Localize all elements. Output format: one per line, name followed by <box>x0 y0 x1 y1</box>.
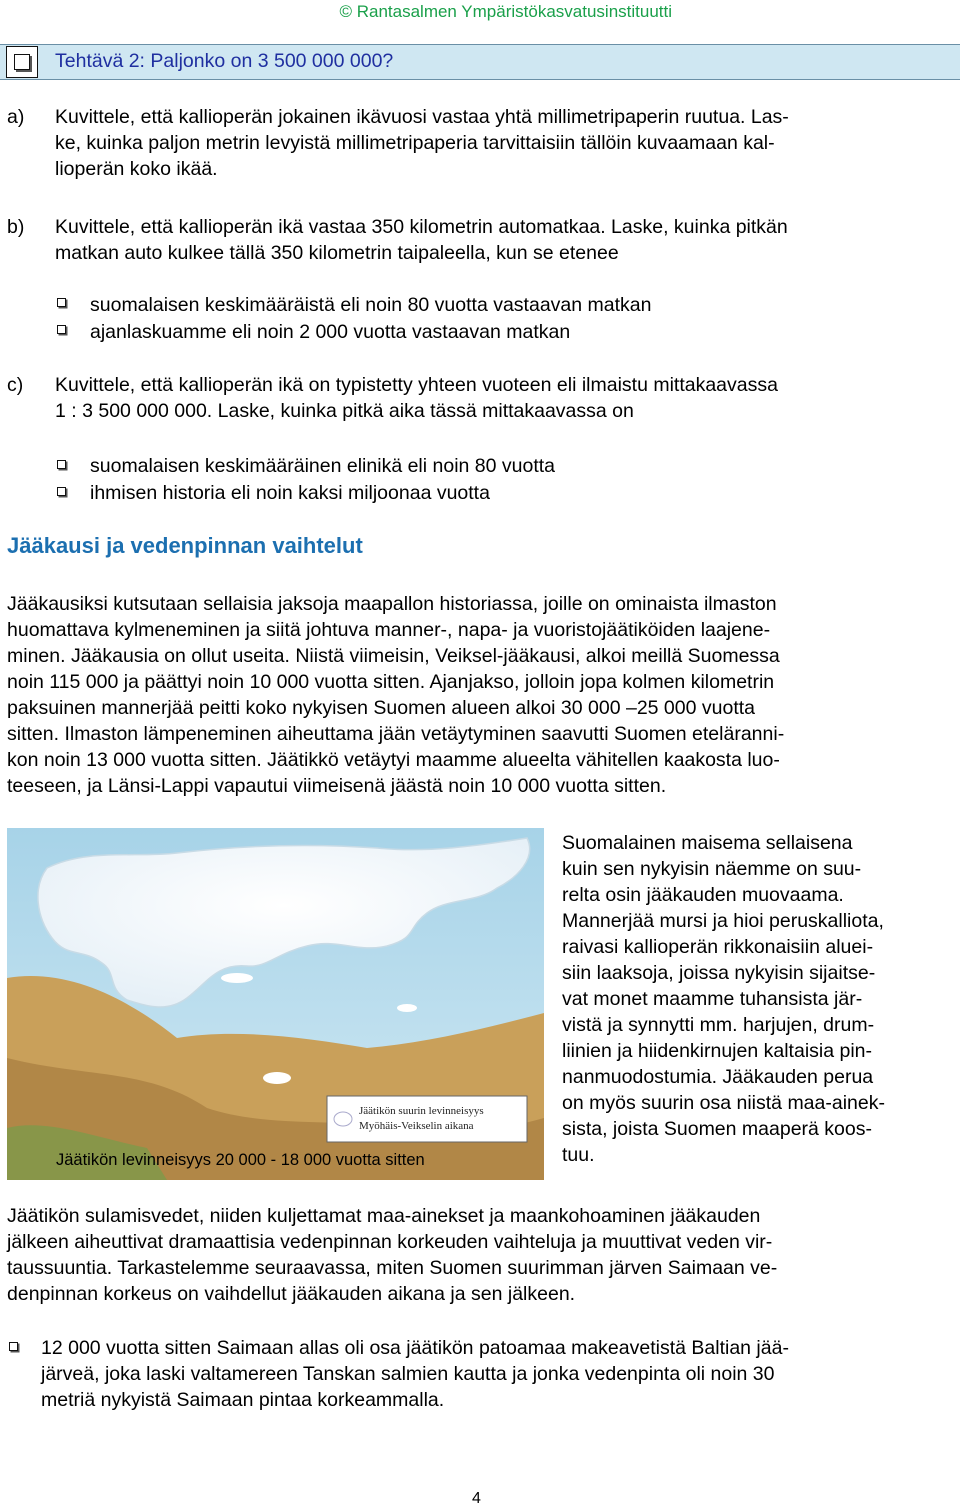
text-line: nanmuodostumia. Jääkauden perua <box>562 1066 874 1088</box>
item-c-label: c) <box>7 374 24 396</box>
bullet-icon <box>57 325 66 334</box>
text-line: denpinnan korkeus on vaihdellut jääkauden aikana ja sen jälkeen. <box>7 1283 576 1305</box>
text-line: teeseen, ja Länsi-Lappi vapautui viimeisenä jäästä noin 10 000 vuotta sitten. <box>7 775 667 797</box>
text-line: kon noin 13 000 vuotta sitten. Jäätikkö vetäytyi maamme alueelta vähitellen kaakosta luo- <box>7 749 780 771</box>
text-line: paksuinen mannerjää peitti koko nykyisen Suomen alueen alkoi 30 000 –25 000 vuotta <box>7 697 756 719</box>
text-line: noin 115 000 ja päättyi noin 10 000 vuotta sitten. Ajanjakso, jolloin jopa kolmen kilometrin <box>7 671 775 693</box>
item-b-label: b) <box>7 216 25 238</box>
text-line: kuin sen nykyisin näemme on suu- <box>562 858 862 880</box>
bullet-icon <box>57 460 66 469</box>
text-line: on myös suurin osa niistä maa-ainek- <box>562 1092 885 1114</box>
map-caption: Jäätikön levinneisyys 20 000 - 18 000 vuotta sitten <box>56 1151 425 1169</box>
paragraph-1 <box>7 591 952 799</box>
legend-line-2: Myöhäis-Veikselin aikana <box>359 1120 474 1132</box>
item-b-text <box>55 214 945 266</box>
text-line: Kuvittele, että kallioperän ikä vastaa 350 kilometrin automatkaa. Laske, kuinka pitkän <box>55 216 788 238</box>
section-heading: Jääkausi ja vedenpinnan vaihtelut <box>7 533 363 558</box>
text-line: sitten. Ilmaston lämpeneminen aiheuttama jään vetäytyminen saavutti Suomen eteläranni- <box>7 723 785 745</box>
checkbox-icon <box>6 46 38 78</box>
text-line: järveä, joka laski valtamereen Tanskan salmien kautta ja jonka vedenpinta oli noin 30 <box>41 1363 775 1385</box>
item-b-bullet-2: ajanlaskuamme eli noin 2 000 vuotta vastaavan matkan <box>90 321 571 343</box>
paragraph-2 <box>7 1203 952 1307</box>
text-line: Kuvittele, että kallioperän ikä on typistetty yhteen vuoteen eli ilmaistu mittakaavassa <box>55 374 778 396</box>
bullet-icon <box>9 1342 18 1351</box>
legend-ice-icon <box>334 1112 352 1126</box>
text-line: metriä nykyistä Saimaan pintaa korkeammalla. <box>41 1389 445 1411</box>
legend-line-1: Jäätikön suurin levinneisyys <box>359 1105 484 1117</box>
final-bullet-text <box>41 1335 951 1413</box>
text-line: tuu. <box>562 1144 595 1166</box>
ice-patch <box>221 973 253 983</box>
text-line: lioperän koko ikää. <box>55 158 218 180</box>
item-c-bullet-2: ihmisen historia eli noin kaksi miljoonaa vuotta <box>90 482 490 504</box>
item-a-text <box>55 104 945 182</box>
map-legend <box>327 1096 527 1142</box>
text-line: relta osin jääkauden muovaama. <box>562 884 844 906</box>
text-line: siin laaksoja, joissa nykyisin sijaitse- <box>562 962 876 984</box>
page-number: 4 <box>472 1490 481 1507</box>
bullet-icon <box>57 487 66 496</box>
text-line: Kuvittele, että kallioperän jokainen ikävuosi vastaa yhtä millimetripaperin ruutua. Las- <box>55 106 789 128</box>
text-line: vat monet maamme tuhansista jär- <box>562 988 863 1010</box>
text-line: matkan auto kulkee tällä 350 kilometrin taipaleella, kun se etenee <box>55 242 619 264</box>
bullet-icon <box>57 298 66 307</box>
item-a-label: a) <box>7 106 25 128</box>
ice-patch <box>263 1072 291 1084</box>
text-line: Jäätikön sulamisvedet, niiden kuljettamat maa-ainekset ja maankohoaminen jääkauden <box>7 1205 761 1227</box>
text-line: jälkeen aiheuttivat dramaattisia vedenpinnan korkeuden vaihteluja ja muuttivat veden vir- <box>7 1231 773 1253</box>
text-line: sista, joista Suomen maaperä koos- <box>562 1118 872 1140</box>
text-line: Jääkausiksi kutsutaan sellaisia jaksoja maapallon historiassa, joille on ominaista ilmaston <box>7 593 777 615</box>
text-line: minen. Jääkausia on ollut useita. Niistä viimeisin, Veiksel-jääkausi, alkoi meillä Suomessa <box>7 645 780 667</box>
text-line: vistä ja synnytti mm. harjujen, drum- <box>562 1014 875 1036</box>
text-line: Suomalainen maisema sellaisena <box>562 832 853 854</box>
item-b-bullet-1: suomalaisen keskimääräistä eli noin 80 vuotta vastaavan matkan <box>90 294 652 316</box>
text-line: huomattava kylmeneminen ja siitä johtuva manner-, napa- ja vuoristojäätiköiden laajene- <box>7 619 771 641</box>
text-line: taussuuntia. Tarkastelemme seuraavassa, miten Suomen suurimman järven Saimaan ve- <box>7 1257 778 1279</box>
text-line: Mannerjää mursi ja hioi peruskalliota, <box>562 910 884 932</box>
text-line: ke, kuinka paljon metrin levyistä millimetripaperia tarvittaisiin tällöin kuvaamaan kal- <box>55 132 775 154</box>
ice-sheet-map <box>7 828 544 1180</box>
copyright-header: © Rantasalmen Ympäristökasvatusinstituutti <box>339 2 672 21</box>
text-line: 12 000 vuotta sitten Saimaan allas oli osa jäätikön patoamaa makeavetistä Baltian jää- <box>41 1337 789 1359</box>
side-paragraph <box>562 830 950 1168</box>
item-c-bullet-1: suomalaisen keskimääräinen elinikä eli noin 80 vuotta <box>90 455 556 477</box>
ice-patch <box>397 1004 417 1012</box>
task-title: Tehtävä 2: Paljonko on 3 500 000 000? <box>55 50 394 72</box>
text-line: liinien ja hiidenkirnujen kaltaisia pin- <box>562 1040 873 1062</box>
text-line: 1 : 3 500 000 000. Laske, kuinka pitkä aika tässä mittakaavassa on <box>55 400 634 422</box>
item-c-text <box>55 372 945 424</box>
text-line: raivasi kallioperän rikkonaisiin aluei- <box>562 936 874 958</box>
